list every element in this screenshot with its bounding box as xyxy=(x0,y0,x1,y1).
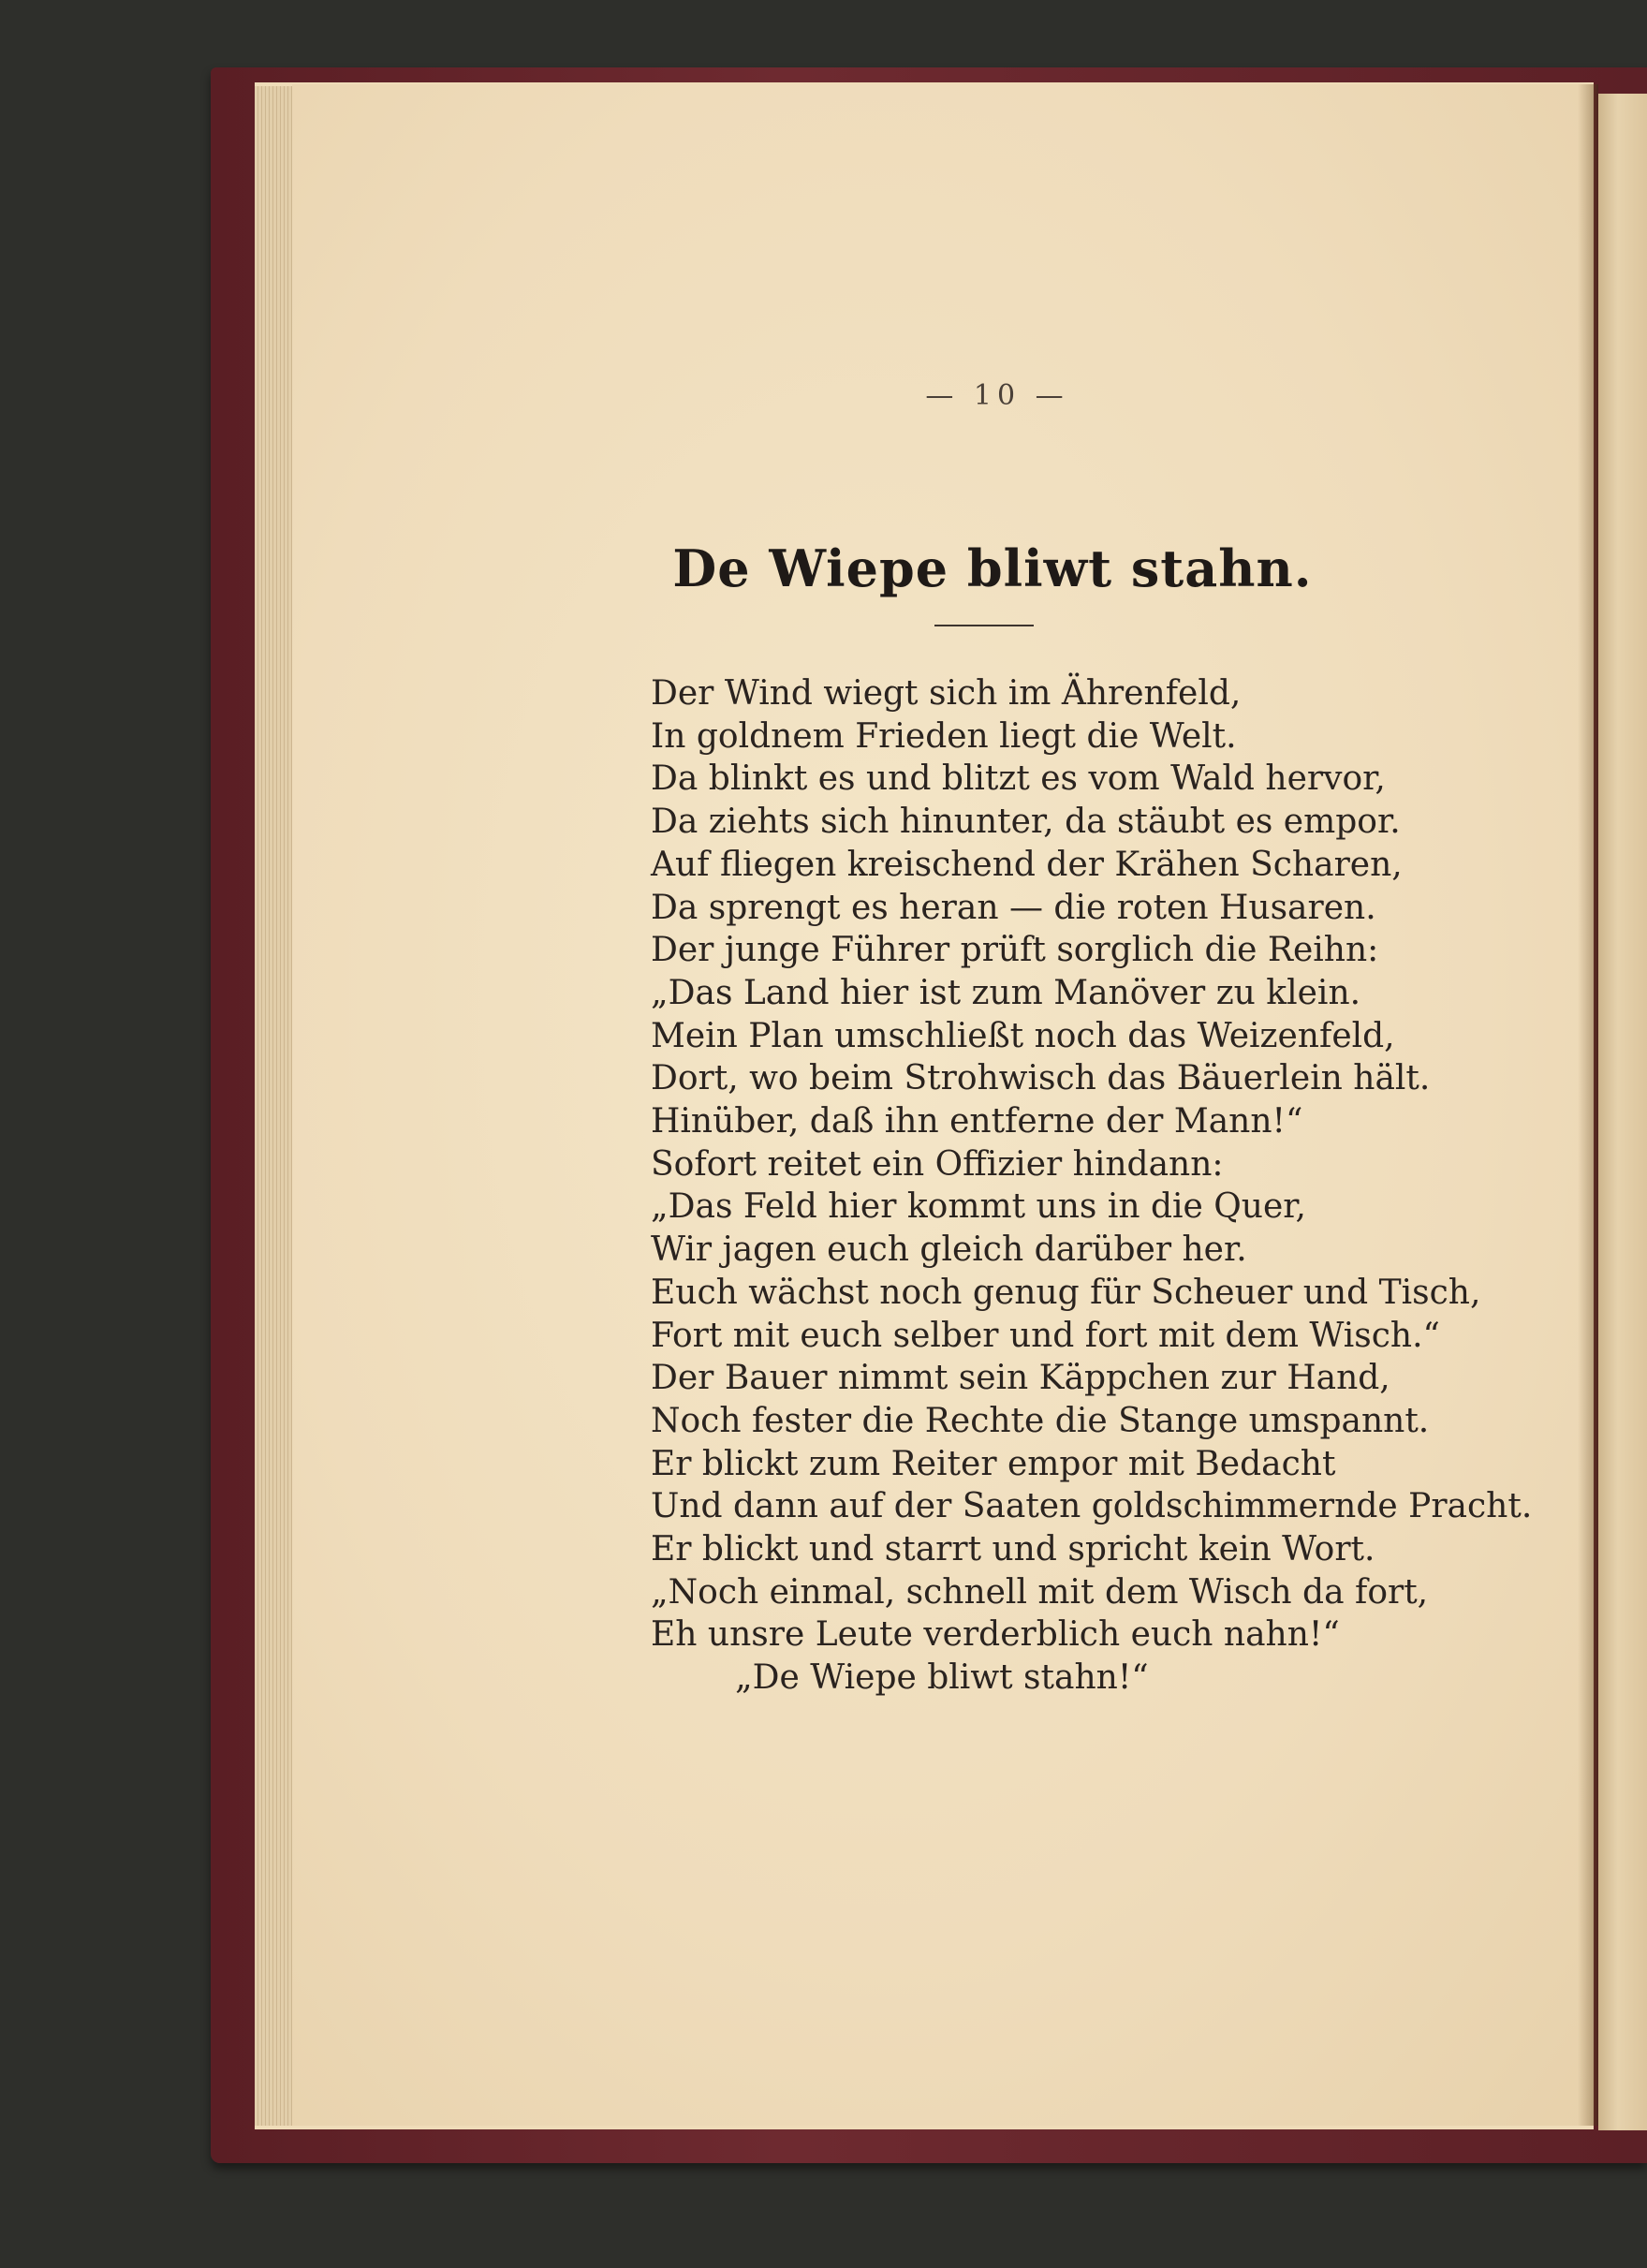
poem-refrain-line: „De Wiepe bliwt stahn!“ xyxy=(735,1658,1149,1698)
poem-line: „Das Feld hier kommt uns in die Quer, xyxy=(651,1187,1306,1227)
poem-line: Er blickt zum Reiter empor mit Bedacht xyxy=(651,1444,1336,1483)
poem-line: Da ziehts sich hinunter, da stäubt es empor. xyxy=(651,803,1401,842)
page-number: — 10 — xyxy=(925,379,1069,412)
poem-line: Noch fester die Rechte die Stange umspannt. xyxy=(651,1401,1430,1440)
poem-line: Auf fliegen kreischend der Krähen Scharen, xyxy=(651,845,1403,884)
poem-line: Mein Plan umschließt noch das Weizenfeld, xyxy=(651,1016,1395,1055)
poem-line: In goldnem Frieden liegt die Welt. xyxy=(651,716,1237,756)
poem-line: Eh unsre Leute verderblich euch nahn!“ xyxy=(651,1615,1340,1655)
page-gutter xyxy=(1578,84,1598,2126)
poem-line: Und dann auf der Saaten goldschimmernde Pracht. xyxy=(651,1487,1533,1526)
page-edges xyxy=(255,86,294,2126)
poem-line: Er blickt und starrt und spricht kein Wort. xyxy=(651,1530,1375,1569)
poem-body xyxy=(651,672,1533,1700)
title-divider xyxy=(934,625,1034,626)
poem-title: De Wiepe bliwt stahn. xyxy=(672,538,1313,598)
poem-line: Da blinkt es und blitzt es vom Wald hervor, xyxy=(651,759,1386,799)
poem-line: Fort mit euch selber und fort mit dem Wisch.“ xyxy=(651,1316,1440,1355)
poem-line: „Noch einmal, schnell mit dem Wisch da fort, xyxy=(651,1572,1429,1612)
poem-line: Euch wächst noch genug für Scheuer und Tisch, xyxy=(651,1273,1481,1312)
poem-line: Der Bauer nimmt sein Käppchen zur Hand, xyxy=(651,1359,1390,1398)
poem-line: Der Wind wiegt sich im Ährenfeld, xyxy=(651,674,1242,713)
poem-line: Da sprengt es heran — die roten Husaren. xyxy=(651,888,1376,927)
facing-page-edge xyxy=(1598,94,1647,2130)
poem-line: Der junge Führer prüft sorglich die Reihn: xyxy=(651,931,1379,970)
poem-line: „Das Land hier ist zum Manöver zu klein. xyxy=(651,973,1361,1012)
poem-line: Sofort reitet ein Offizier hindann: xyxy=(651,1144,1224,1184)
poem-line: Dort, wo beim Strohwisch das Bäuerlein hält. xyxy=(651,1059,1431,1098)
poem-line: Hinüber, daß ihn entferne der Mann!“ xyxy=(651,1102,1303,1141)
poem-line: Wir jagen euch gleich darüber her. xyxy=(651,1230,1247,1270)
